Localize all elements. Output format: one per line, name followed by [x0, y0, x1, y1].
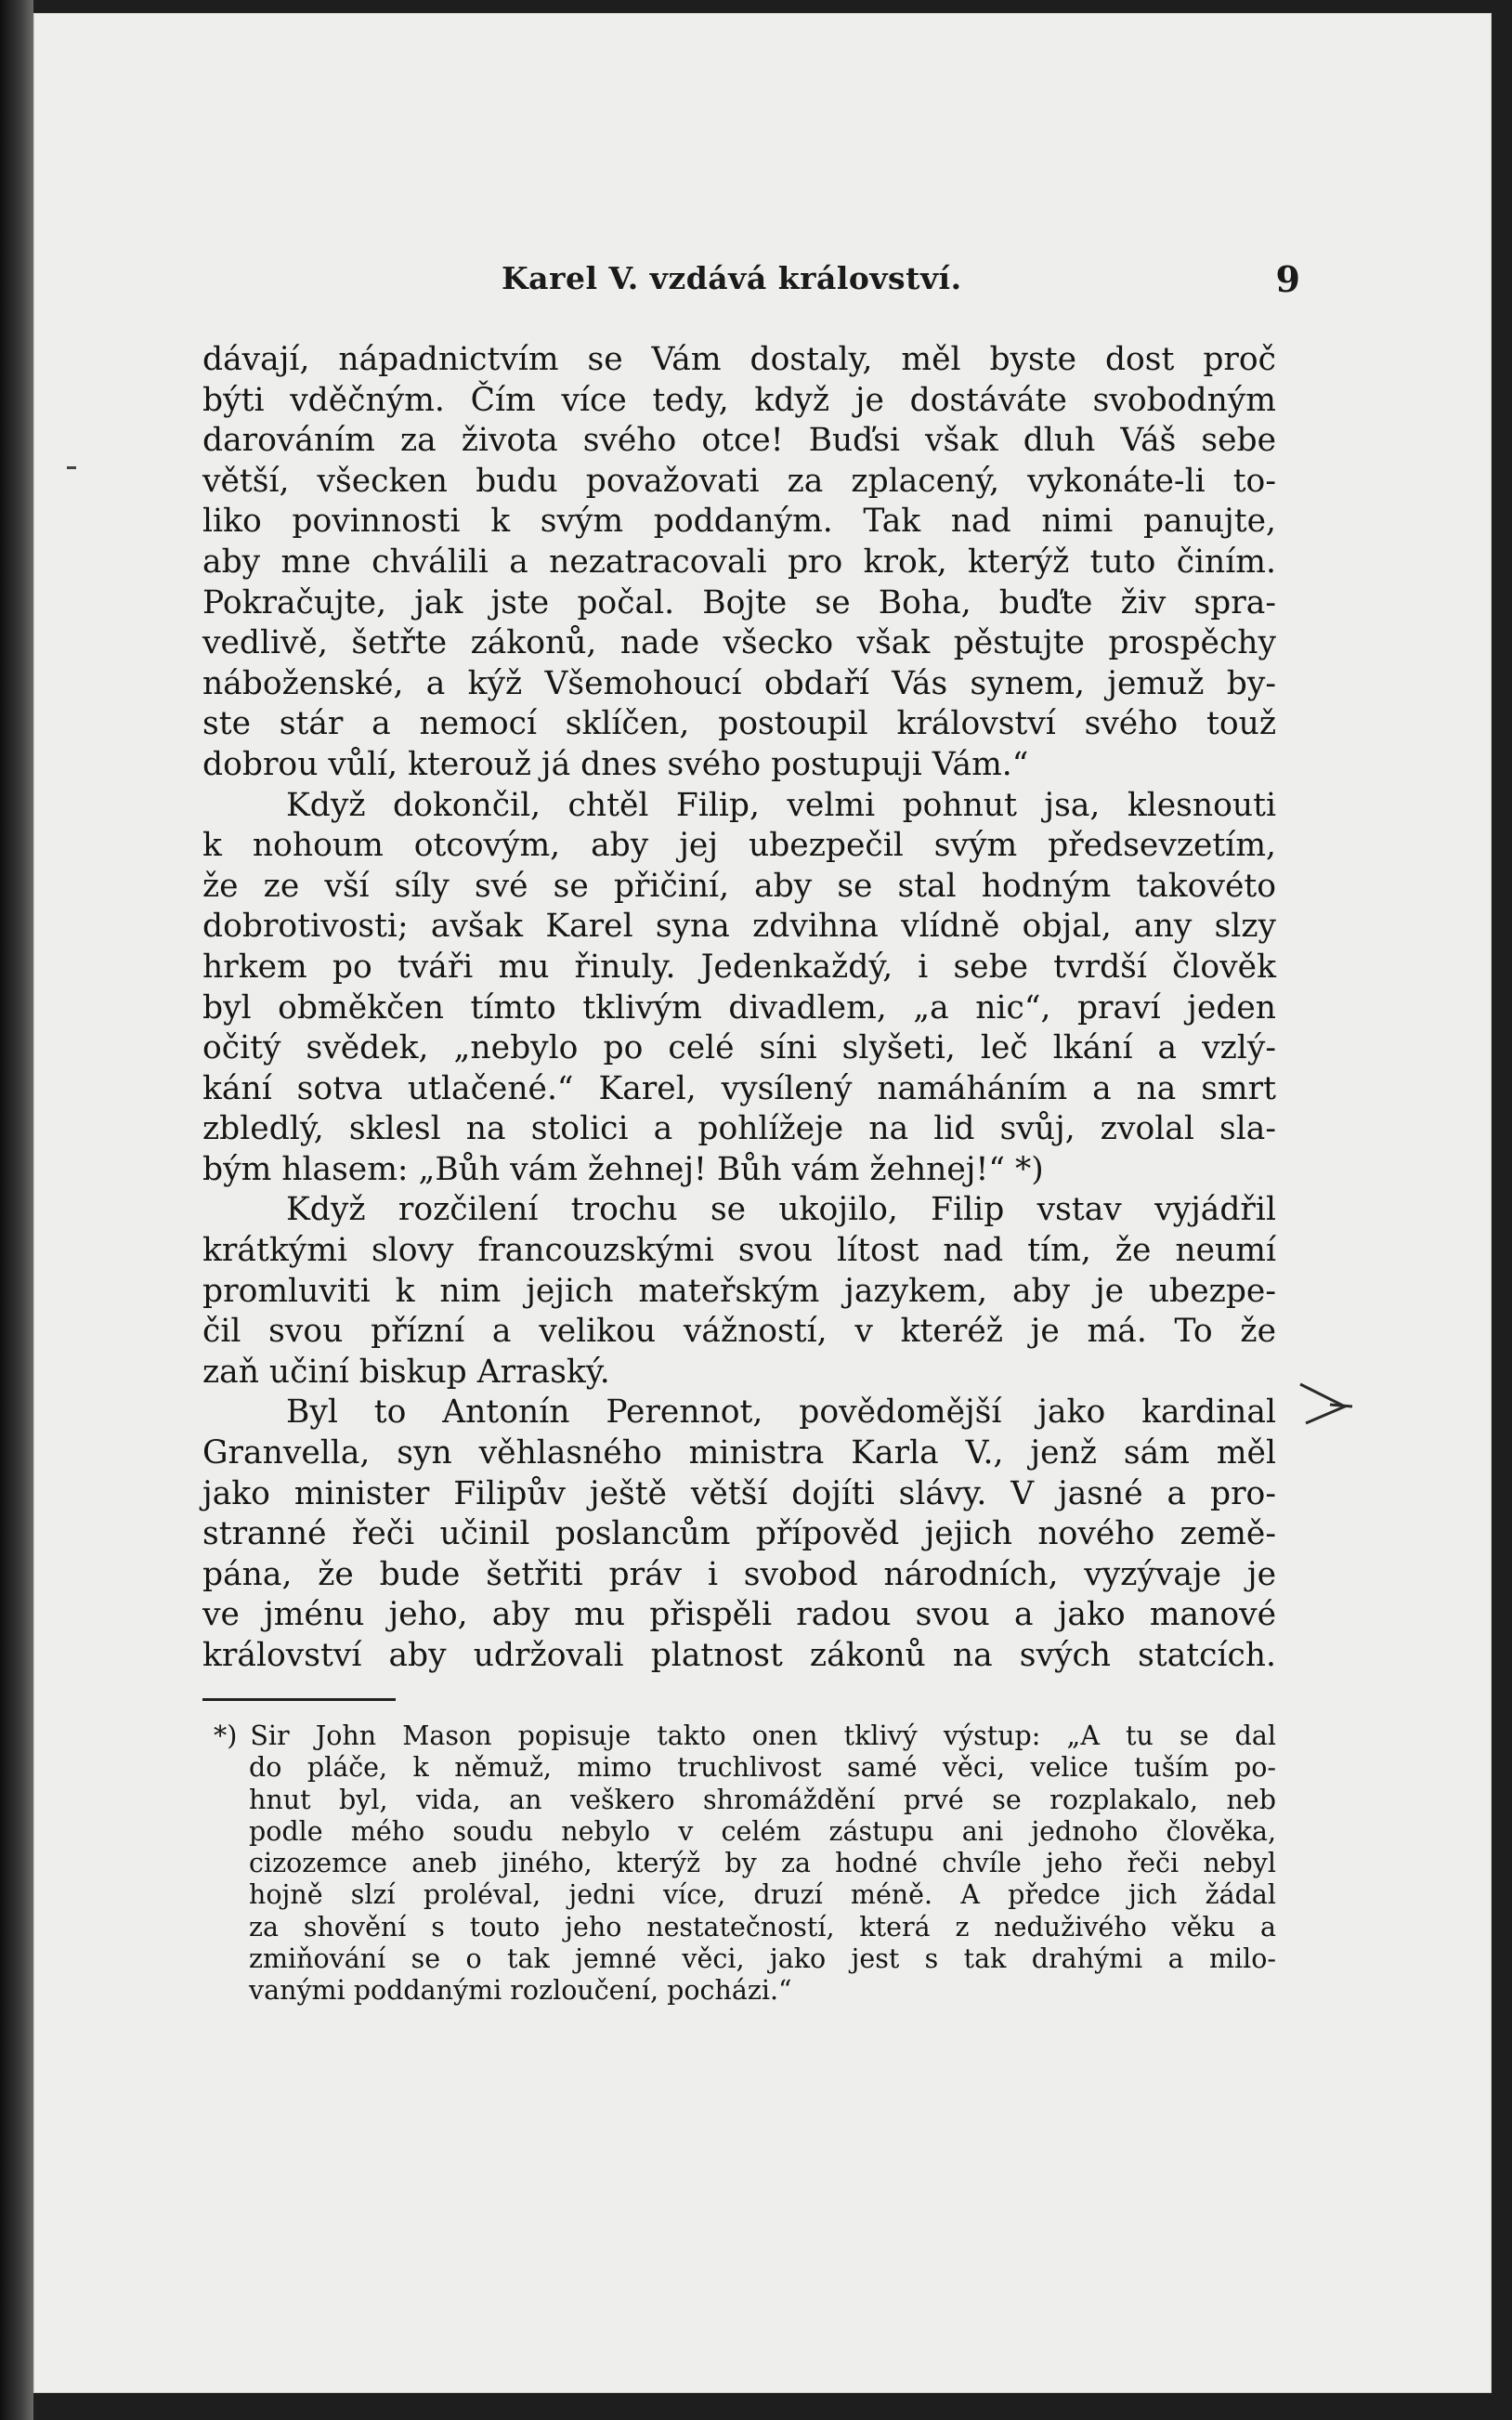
body-text [202, 340, 1276, 1677]
text-line: zaň učiní biskup Arraský. [202, 1353, 610, 1391]
text-line: zbledlý, sklesl na stolici a pohlížeje na lid svůj, zvolal sla- [202, 1110, 1276, 1148]
text-line: liko povinnosti k svým poddaným. Tak nad nimi panujte, [202, 503, 1276, 541]
text-line: očitý svědek, „nebylo po celé síni slyšeti, leč lkání a vzlý- [202, 1029, 1276, 1067]
text-line: ve jménu jeho, aby mu přispěli radou svou a jako manové [202, 1596, 1276, 1634]
footnote-line: zmiňování se o tak jemné věci, jako jest s tak drahými a milo- [249, 1943, 1276, 1975]
margin-pencil-mark [1298, 1382, 1354, 1427]
footnote-line: cizozemce aneb jiného, kterýž by za hodné chvíle jeho řeči nebyl [249, 1848, 1276, 1879]
text-line: býti vděčným. Čím více tedy, když je dostáváte svobodným [202, 381, 1276, 419]
text-line: kání sotva utlačené.“ Karel, vysílený namáháním a na smrt [202, 1069, 1276, 1107]
footnote-line: za shovění s touto jeho nestatečností, která z neduživého věku a [249, 1911, 1276, 1943]
footnote [214, 1720, 1276, 2008]
footnote-line: podle mého soudu nebylo v celém zástupu ani jednoho člověka, [249, 1815, 1276, 1847]
text-line: stranné řeči učinil poslancům přípověd jejich nového země- [202, 1515, 1276, 1553]
footnote-line [214, 1720, 1276, 1752]
text-line: dobrotivosti; avšak Karel syna zdvihna vlídně objal, any slzy [202, 908, 1276, 946]
text-line: aby mne chválili a nezatracovali pro krok, kterýž tuto činím. [202, 543, 1276, 581]
text-line: pána, že bude šetřiti práv i svobod národních, vyzývaje je [202, 1555, 1276, 1593]
text-line: náboženské, a kýž Všemohoucí obdaří Vás synem, jemuž by- [202, 664, 1276, 702]
text-line: Pokračujte, jak jste počal. Bojte se Boha, buďte živ spra- [202, 583, 1276, 621]
text-line: promluviti k nim jejich mateřským jazykem, aby je ubezpe- [202, 1272, 1276, 1310]
text-line: bým hlasem: „Bůh vám žehnej! Bůh vám žehnej!“ *) [202, 1150, 1044, 1188]
running-title: Karel V. vzdává království. [502, 260, 962, 296]
footnote-line: do pláče, k němuž, mimo truchlivost samé věci, velice tuším po- [249, 1752, 1276, 1784]
text-line: darováním za života svého otce! Buďsi však dluh Váš sebe [202, 422, 1276, 460]
text-line: byl obměkčen tímto tklivým divadlem, „a nic“, praví jeden [202, 988, 1276, 1027]
text-line: království aby udržovali platnost zákonů na svých statcích. [202, 1637, 1276, 1674]
binding-edge [0, 0, 33, 2420]
text-line: dobrou vůlí, kterouž já dnes svého postupuji Vám.“ [202, 745, 1029, 783]
text-line: jako minister Filipův ještě větší dojíti slávy. V jasné a pro- [202, 1474, 1276, 1512]
text-line: větší, všecken budu považovati za zplacený, vykonáte-li to- [202, 462, 1276, 500]
footnote-line: hnut byl, vida, an veškero shromáždění prvé se rozplakalo, neb [249, 1784, 1276, 1815]
text-line: Granvella, syn věhlasného ministra Karla V., jenž sám měl [202, 1434, 1276, 1472]
running-head [502, 251, 1300, 307]
text-line: Když rozčilení trochu se ukojilo, Filip vstav vyjádřil [286, 1191, 1276, 1229]
text-line: ste stár a nemocí sklíčen, postoupil království svého touž [202, 705, 1276, 743]
footnote-rule [202, 1698, 396, 1701]
footnote-line-text: Sir John Mason popisuje takto onen tklivý výstup: „A tu se dal [250, 1720, 1276, 1751]
text-line: hrkem po tváři mu řinuly. Jedenkaždý, i sebe tvrdší člověk [202, 948, 1276, 986]
text-line: vedlivě, šetřte zákonů, nade všecko však pěstujte prospěchy [202, 624, 1276, 662]
margin-dash [67, 466, 76, 469]
text-line: že ze vší síly své se přičiní, aby se stal hodným takovéto [202, 867, 1276, 905]
text-line: Byl to Antonín Perennot, povědomější jako kardinal [286, 1393, 1276, 1432]
footnote-line: hojně slzí proléval, jedni více, druzí méně. A předce jich žádal [249, 1879, 1276, 1911]
text-line: čil svou přízní a velikou vážností, v kteréž je má. To že [202, 1313, 1276, 1351]
footnote-line: vanými poddanými rozloučení, pocházi.“ [249, 1975, 792, 2007]
page-number: 9 [1275, 258, 1300, 300]
text-line: k nohoum otcovým, aby jej ubezpečil svým předsevzetím, [202, 827, 1276, 865]
footnote-marker: *) [214, 1720, 238, 1751]
text-line: Když dokončil, chtěl Filip, velmi pohnut jsa, klesnouti [286, 786, 1276, 824]
text-line: dávají, nápadnictvím se Vám dostaly, měl byste dost proč [202, 341, 1276, 378]
text-line: krátkými slovy francouzskými svou lítost nad tím, že neumí [202, 1232, 1276, 1270]
